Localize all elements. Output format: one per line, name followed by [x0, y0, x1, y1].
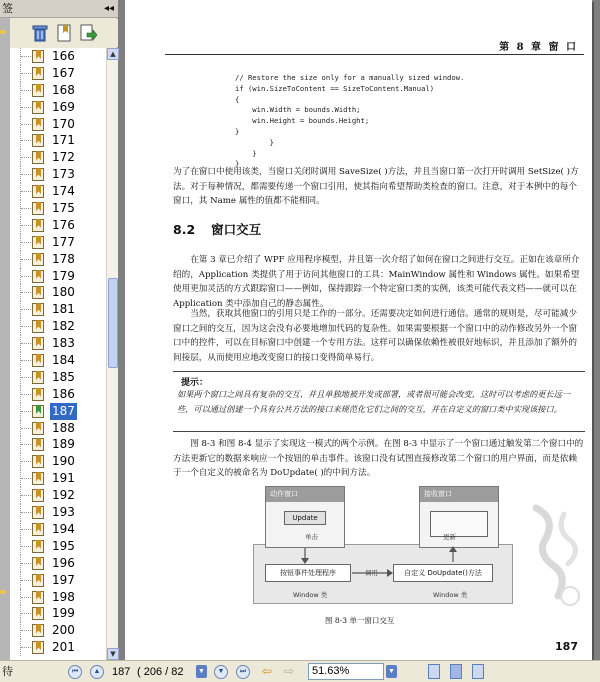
bookmark-label: 195: [52, 538, 75, 553]
bookmark-item[interactable]: [10, 99, 106, 116]
bookmark-label: 166: [52, 49, 75, 63]
scroll-down-arrow-icon[interactable]: ▼: [107, 648, 119, 660]
bookmark-item[interactable]: [10, 352, 106, 369]
bookmark-label: 184: [52, 353, 75, 368]
bookmark-item[interactable]: [10, 149, 106, 166]
bookmark-label: 168: [52, 82, 75, 97]
bookmark-icon: [32, 253, 44, 266]
bookmark-icon: [32, 303, 44, 316]
figure-right-class-label: Window 类: [433, 591, 468, 599]
bookmark-icon: [32, 607, 44, 620]
tree-connector: [20, 335, 32, 352]
bookmark-icon: [32, 50, 44, 63]
bookmarks-panel: [2, 0, 118, 660]
bookmark-item[interactable]: [10, 82, 106, 99]
bookmark-icon: [32, 286, 44, 299]
bookmark-icon: [32, 219, 44, 232]
status-bar: [0, 660, 600, 682]
bookmark-label: 191: [52, 471, 75, 486]
watermark-seal: [516, 500, 586, 610]
bookmark-item[interactable]: [10, 436, 106, 453]
bookmark-item[interactable]: [10, 183, 106, 200]
tree-connector: [20, 352, 32, 369]
bookmark-label: 173: [52, 167, 75, 182]
zoom-input[interactable]: 51.63%: [308, 663, 384, 680]
tree-connector: [20, 639, 32, 656]
tip-text: 如果两个窗口之间具有复杂的交互、并且单独地被开发或部署，或者很可能会改变，这时可以考虑的更长远一些，可以通过创建一个具有公共方法的接口来规范化它们之间的交互，并在自定义的窗口类中实现该接口。: [177, 389, 571, 414]
tree-connector: [20, 116, 32, 133]
bookmark-icon: [32, 388, 44, 401]
tree-connector: [20, 268, 32, 285]
forward-arrow-icon[interactable]: ⇨: [284, 664, 295, 678]
header-rule: [165, 54, 584, 55]
paragraph-4: 图 8-3 和图 8-4 显示了实现这一模式的两个示例。在图 8-3 中显示了一个窗口通过触发第二个窗口中的方法更新它的数据来响应一个按钮的单击事件。该窗口没有试图直接修改第二个窗口的用户界面，而是依赖于一个自定义的被命名为 DoUpdate( )的中间方法。: [173, 439, 584, 478]
bookmark-icon: [32, 371, 44, 384]
bookmark-icon: [32, 185, 44, 198]
last-page-icon[interactable]: ⏭: [236, 665, 250, 679]
bookmark-item[interactable]: [10, 622, 106, 639]
tree-connector: [20, 487, 32, 504]
bookmark-icon: [32, 624, 44, 637]
page-dropdown-icon[interactable]: ▼: [196, 665, 207, 678]
zoom-dropdown-icon[interactable]: ▼: [386, 665, 397, 678]
bookmark-item[interactable]: [10, 589, 106, 606]
bookmark-item[interactable]: [10, 555, 106, 572]
tree-connector: [20, 589, 32, 606]
bookmark-icon: [32, 270, 44, 283]
page-number: 187: [555, 640, 578, 653]
bookmark-item[interactable]: [10, 335, 106, 352]
tree-connector: [20, 48, 32, 65]
bookmark-icon: [32, 472, 44, 485]
bookmark-item[interactable]: [10, 217, 106, 234]
status-left-text: 待: [2, 666, 13, 678]
tree-connector: [20, 622, 32, 639]
bookmark-item[interactable]: [10, 200, 106, 217]
paragraph-3: 当然，获取其他窗口的引用只是工作的一部分。还需要决定如何进行通信。通常的规则是，尽可能减少窗口之间的交互，因为这会没有必要地增加代码的复杂性。如果需要根据一个窗口中的动作修改另外一个窗口中的控件，可以在目标窗口中创建一个专用方法。这样可以确保依赖性被很好地标识，并且添加了额外的间接层，从而使用应地改变窗口的接口变得简单易行。: [173, 309, 577, 363]
bookmark-item[interactable]: [10, 65, 106, 82]
bookmark-icon: [32, 540, 44, 553]
bookmark-item[interactable]: [10, 487, 106, 504]
section-heading: [173, 220, 261, 238]
bookmarks-toolbar: [10, 19, 118, 47]
bookmark-label: 180: [52, 285, 75, 300]
bookmark-label: 190: [52, 454, 75, 469]
bookmark-item[interactable]: [10, 605, 106, 622]
bookmark-icon: [32, 641, 44, 654]
bookmark-icon: [32, 337, 44, 350]
page-range-label: ( 206 / 82: [137, 666, 184, 678]
tree-connector: [20, 65, 32, 82]
figure-call-label: 调用: [365, 569, 378, 577]
bookmark-label: 170: [52, 116, 75, 131]
back-arrow-icon[interactable]: ⇦: [262, 664, 273, 678]
bookmark-label: 171: [52, 133, 75, 148]
figure-click-label: 单击: [305, 533, 318, 541]
nav-tab-marker[interactable]: [0, 30, 6, 34]
bookmark-label: 196: [52, 555, 75, 570]
section-title: 窗口交互: [211, 222, 262, 237]
bookmark-label: 175: [52, 201, 75, 216]
section-number: 8.2: [173, 222, 196, 237]
action-window-title: 动作窗口: [266, 487, 344, 502]
bookmark-icon: [32, 438, 44, 451]
tree-connector: [20, 470, 32, 487]
bookmark-arrow-icon[interactable]: [78, 23, 98, 43]
tree-connector: [20, 251, 32, 268]
continuous-page-icon[interactable]: [450, 664, 462, 679]
bookmark-item[interactable]: [10, 639, 106, 656]
figure-update-label: 更新: [443, 533, 456, 541]
bookmark-item[interactable]: [10, 538, 106, 555]
tree-connector: [20, 521, 32, 538]
bookmark-label: 172: [52, 150, 75, 165]
tip-bottom-rule: [173, 431, 585, 432]
bookmark-icon: [32, 574, 44, 587]
bookmark-item[interactable]: [10, 48, 106, 65]
bookmark-label: 186: [52, 386, 75, 401]
bookmark-icon: [32, 354, 44, 367]
bookmark-item[interactable]: [10, 504, 106, 521]
bookmark-item[interactable]: [10, 166, 106, 183]
tree-connector: [20, 217, 32, 234]
bookmark-label: 177: [52, 234, 75, 249]
bookmark-label: 167: [52, 65, 75, 80]
bookmark-item[interactable]: [10, 268, 106, 285]
prev-page-icon[interactable]: ▲: [90, 665, 104, 679]
paragraph-2: 在第 3 章已介绍了 WPF 应用程序模型，并且第一次介绍了如何在窗口之间进行交互。正如在该章所介绍的，Application 类提供了用于访问其他窗口的工具：MainWindow 属性和 Windows 属性。如果希望使用更加灵活的方式跟踪窗口——例如，保持跟踪一个特定窗口类的实例，该类可能代表文档——就可以在 Application 类中添加自己的静态属性。: [173, 255, 580, 309]
tree-connector: [20, 149, 32, 166]
bookmark-item[interactable]: [10, 234, 106, 251]
bookmark-item[interactable]: [10, 420, 106, 437]
figure-left-class-label: Window 类: [293, 591, 328, 599]
scrollbar-thumb[interactable]: [108, 278, 118, 368]
figure-handler-box: 按钮事件处理程序: [265, 564, 351, 582]
tree-connector: [20, 420, 32, 437]
bookmark-label: 194: [52, 521, 75, 536]
bookmark-label: 185: [52, 369, 75, 384]
bookmark-icon: [32, 405, 44, 418]
bookmark-icon: [32, 506, 44, 519]
bookmark-item[interactable]: [10, 386, 106, 403]
bookmark-label: 198: [52, 589, 75, 604]
tree-connector: [20, 301, 32, 318]
navigation-strip: [0, 0, 10, 660]
bookmark-icon: [32, 557, 44, 570]
bookmark-icon: [32, 455, 44, 468]
bookmark-label: 179: [52, 268, 75, 283]
figure-caption: 图 8-3 单一窗口交互: [325, 616, 395, 625]
tree-connector: [20, 538, 32, 555]
bookmark-item[interactable]: [10, 470, 106, 487]
bookmark-icon: [32, 84, 44, 97]
tree-connector: [20, 82, 32, 99]
current-page-field[interactable]: 187: [112, 666, 131, 678]
tree-connector: [20, 318, 32, 335]
tree-connector: [20, 132, 32, 149]
bookmark-icon: [32, 236, 44, 249]
tree-connector: [20, 386, 32, 403]
tree-connector: [20, 436, 32, 453]
bookmark-icon: [32, 118, 44, 131]
facing-page-icon[interactable]: [472, 664, 484, 679]
bookmark-label: 178: [52, 251, 75, 266]
bookmark-icon: [32, 151, 44, 164]
tree-connector: [20, 605, 32, 622]
bookmark-label: 192: [52, 488, 75, 503]
tree-connector: [20, 572, 32, 589]
tree-connector: [20, 166, 32, 183]
bookmark-icon: [32, 489, 44, 502]
figure-arrows: [253, 486, 513, 604]
bookmark-label: 199: [52, 606, 75, 621]
bookmark-icon: [32, 134, 44, 147]
bookmark-icon: [32, 202, 44, 215]
tree-connector: [20, 99, 32, 116]
bookmark-label: 182: [52, 319, 75, 334]
scroll-up-arrow-icon[interactable]: ▲: [107, 48, 119, 60]
bookmark-label: 174: [52, 184, 75, 199]
bookmark-page-icon[interactable]: [54, 23, 74, 43]
bookmark-icon: [32, 168, 44, 181]
tree-connector: [20, 234, 32, 251]
bookmark-label: 189: [52, 437, 75, 452]
bookmark-item[interactable]: [10, 116, 106, 133]
bookmark-item[interactable]: [10, 369, 106, 386]
tree-connector: [20, 369, 32, 386]
receiving-window-title: 接收窗口: [420, 487, 498, 502]
tree-connector: [20, 504, 32, 521]
bookmark-icon: [32, 67, 44, 80]
tree-connector: [20, 453, 32, 470]
bookmark-label: 183: [52, 336, 75, 351]
bookmark-label: 169: [52, 99, 75, 114]
bookmark-label: 193: [52, 505, 75, 520]
code-listing: // Restore the size only for a manually sized window. if (win.SizeToContent == SizeToContent.Manual) { win.Width = bounds.Width; win.Height = bounds.Height; } } } }: [235, 73, 465, 169]
bookmark-label: 200: [52, 623, 75, 638]
nav-tab-marker[interactable]: [0, 590, 6, 594]
next-page-icon[interactable]: ▼: [214, 665, 228, 679]
bookmarks-panel-header: [0, 0, 118, 18]
bookmark-item[interactable]: [10, 132, 106, 149]
figure-method-box: 自定义 DoUpdate()方法: [393, 564, 493, 582]
bookmark-item[interactable]: [10, 301, 106, 318]
bookmark-item[interactable]: [10, 453, 106, 470]
paragraph-1: 为了在窗口中使用该类，当窗口关闭时调用 SaveSize( )方法，并且当窗口第一次打开时调用 SetSize( )方法。对于每种情况，都需要传递一个窗口引用，使其指向希望帮助类检查的窗口。注意，对于本例中的每个窗口，其 Name 属性的值都不能相同。: [173, 167, 579, 206]
document-area[interactable]: [119, 0, 600, 660]
bookmark-item[interactable]: [10, 572, 106, 589]
bookmarks-scrollbar[interactable]: [106, 48, 118, 660]
bookmark-item[interactable]: [10, 521, 106, 538]
page-header: 第 8 章 窗 口: [499, 42, 578, 53]
tree-connector: [20, 183, 32, 200]
collapse-panel-icon[interactable]: ◂◂: [103, 3, 114, 14]
bookmark-label: 187: [52, 403, 75, 418]
bookmark-label: 181: [52, 302, 75, 317]
trash-icon[interactable]: [30, 23, 50, 43]
bookmarks-tree: [10, 48, 106, 660]
tip-title: 提示：: [181, 378, 209, 388]
bookmark-item[interactable]: [10, 403, 106, 420]
tree-connector: [20, 403, 32, 420]
tip-top-rule: [173, 371, 585, 372]
bookmark-icon: [32, 591, 44, 604]
bookmarks-panel-title: 签: [2, 2, 13, 15]
tree-connector: [20, 284, 32, 301]
bookmark-label: 197: [52, 572, 75, 587]
bookmark-icon: [32, 101, 44, 114]
bookmark-icon: [32, 422, 44, 435]
single-page-icon[interactable]: [428, 664, 440, 679]
tree-connector: [20, 200, 32, 217]
bookmark-label: 176: [52, 217, 75, 232]
bookmark-item[interactable]: [10, 318, 106, 335]
bookmark-label: 188: [52, 420, 75, 435]
bookmark-label: 201: [52, 640, 75, 655]
first-page-icon[interactable]: ⏮: [68, 665, 82, 679]
tree-connector: [20, 555, 32, 572]
bookmark-item[interactable]: [10, 284, 106, 301]
bookmark-item[interactable]: [10, 251, 106, 268]
pdf-page: [125, 0, 592, 660]
figure-8-3: [253, 486, 513, 604]
figure-update-button: Update: [284, 511, 326, 525]
bookmark-icon: [32, 523, 44, 536]
bookmark-icon: [32, 320, 44, 333]
